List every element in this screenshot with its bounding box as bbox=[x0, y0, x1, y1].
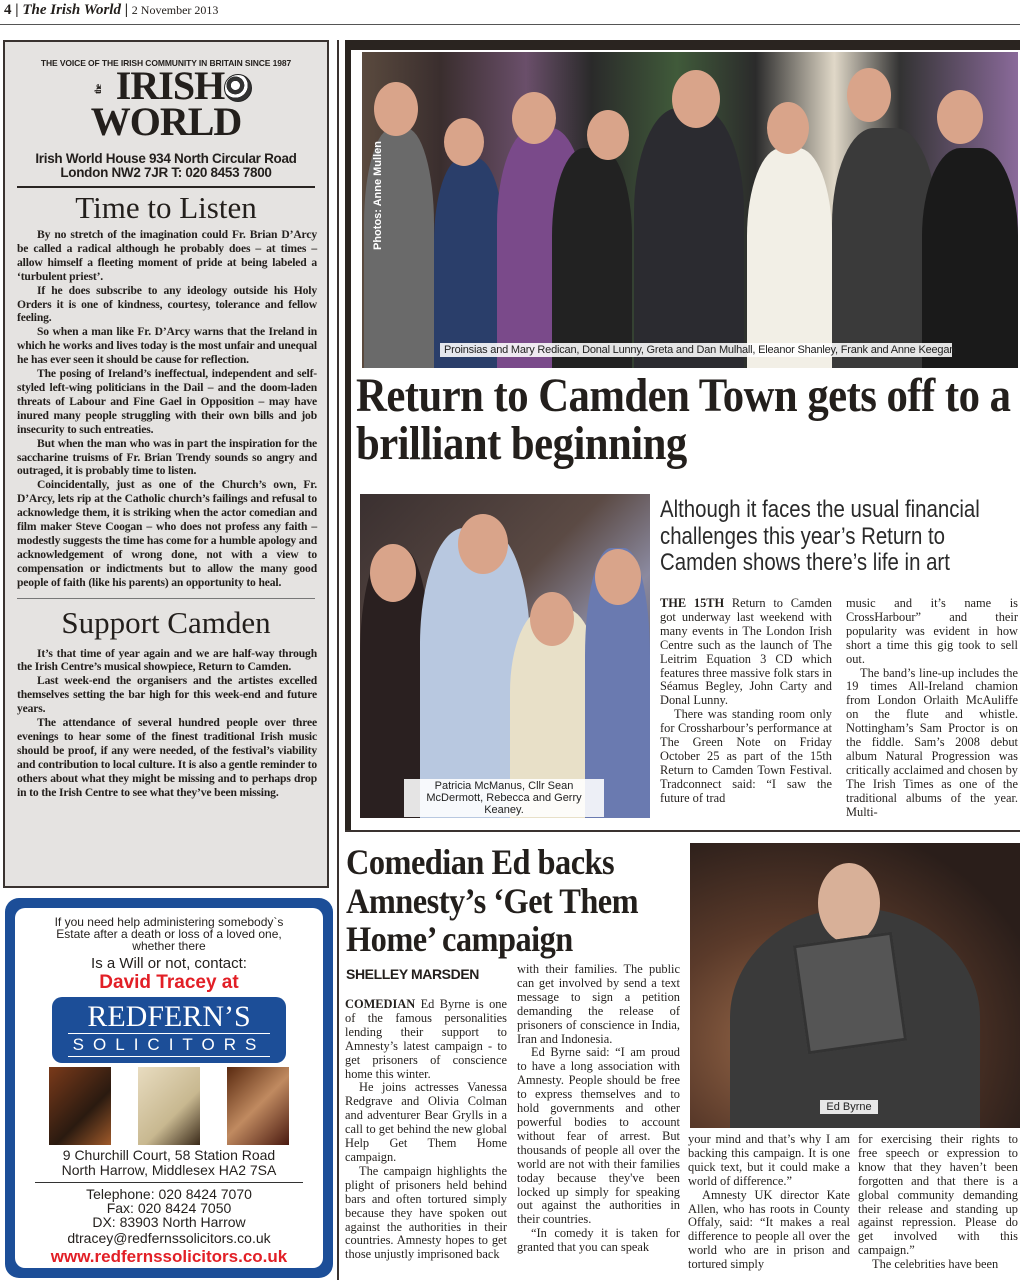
issue-date: 2 November 2013 bbox=[131, 3, 219, 17]
paragraph-text: The celebrities have been bbox=[872, 1257, 999, 1272]
paragraph-text: Ed Byrne is one of the famous personalities lending their support to Amnesty’s latest campaign - to get prisoners of conscience home this winter. bbox=[345, 997, 507, 1081]
quill-document-image bbox=[138, 1067, 200, 1145]
logo-the: the bbox=[92, 85, 103, 95]
column-divider bbox=[337, 40, 339, 1280]
photo-caption: Patricia McManus, Cllr Sean McDermott, Rebecca and Gerry Keaney. bbox=[404, 779, 604, 817]
logo-irish: IRISH bbox=[115, 63, 225, 108]
paper-name: The Irish World bbox=[22, 2, 121, 18]
article-column bbox=[846, 597, 1018, 820]
editorial-box bbox=[3, 40, 329, 888]
paragraph bbox=[17, 284, 317, 326]
lead-in: COMEDIAN bbox=[345, 997, 416, 1011]
separator: | bbox=[15, 2, 19, 18]
paragraph bbox=[858, 1258, 1018, 1272]
paragraph bbox=[345, 1165, 507, 1262]
paragraph-text: The band’s line-up includes the 19 times All-Ireland chamion from London Orlaith McAuliffe on the flute and whistle. Nottingham’s Sam Proctor is on the fiddle. Sam’s 2008 debut album Natural Progression was critically acclaimed and chosen by The Irish Times as one of the traditional albums of the year. Multi- bbox=[846, 665, 1018, 819]
divider bbox=[345, 830, 1020, 832]
paragraph bbox=[660, 708, 832, 805]
ad-email-link[interactable]: dtracey@redfernssolicitors.co.uk bbox=[67, 1230, 271, 1246]
gavel-image bbox=[49, 1067, 111, 1145]
paragraph-text: Amnesty UK director Kate Allen, who has roots in County Offaly, said: “It makes a real difference to people all over the world who are in prison and tortured simply bbox=[688, 1187, 850, 1272]
paragraph-text: The posing of Ireland’s ineffectual, independent and self-styled left-wing politicians in the Dail – and the doom-laden threats of Labour and Fine Gael in Opposition – may have inured many people struggling with their own bills and job insecurity to such entreaties. bbox=[17, 367, 317, 436]
ad-phone: Telephone: 020 8424 7070 bbox=[86, 1186, 252, 1202]
address bbox=[5, 152, 327, 180]
paragraph-text: It’s that time of year again and we are half-way through the Irish Centre’s musical showpiece, Return to Camden. bbox=[17, 646, 317, 674]
paragraph-text: Ed Byrne said: “I am proud to have a long association with Amnesty. People should be free to express themselves and to hold governments and other powerful bodies to account without fear of arrest. But thousands of people all over the world are not with their families today because they've been locked up simply for speaking out against the authorities in their countries. bbox=[517, 1045, 680, 1227]
editorial-title-time-to-listen: Time to Listen bbox=[75, 190, 257, 225]
paragraph-text: Coincidentally, just as one of the Church’s own, Fr. D’Arcy, lets rip at the Catholic church’s failings and refusal to acknowledge them, it is striking when the actor comedian and film maker Steve Coogan – who does not profess any faith – modestly suggests the time has come for a humble apology and acknowledgement of wrong done, not with a view to compensation or indictments but to allow the many good people of faith (like his parents) an opportunity to heal. bbox=[17, 478, 317, 589]
handshake-image bbox=[227, 1067, 289, 1145]
paragraph bbox=[17, 647, 317, 675]
divider bbox=[17, 598, 315, 599]
paragraph bbox=[17, 367, 317, 437]
editorial-body-2 bbox=[5, 647, 327, 800]
ad-text: If you need help administering somebody`s bbox=[54, 915, 284, 929]
paragraph bbox=[517, 963, 680, 1046]
logo-world: WORLD bbox=[90, 99, 242, 144]
masthead-motto: THE VOICE OF THE IRISH COMMUNITY IN BRITAIN SINCE 1987 bbox=[40, 58, 292, 68]
group-photo-return-to-camden bbox=[362, 52, 1018, 368]
paragraph bbox=[517, 1046, 680, 1227]
ad-text: Estate after a death or loss of a loved one, bbox=[56, 927, 282, 941]
globe-icon bbox=[224, 74, 252, 102]
ad-text: Is a Will or not, contact: bbox=[91, 955, 247, 972]
article-column bbox=[345, 998, 507, 1262]
paragraph bbox=[660, 597, 832, 708]
address-line: Irish World House 934 North Circular Road bbox=[35, 151, 297, 166]
paragraph bbox=[688, 1133, 850, 1189]
article-column bbox=[517, 963, 680, 1255]
photo-mcmanus-mcdermott-keaney bbox=[360, 494, 650, 818]
paragraph bbox=[345, 998, 507, 1081]
redferns-advert bbox=[5, 898, 333, 1278]
header-rule bbox=[0, 24, 1020, 25]
paragraph-text: with their families. The public can get involved by send a text message to sign a petition demanding the release of prisoners of conscience in India, Iran and Indonesia. bbox=[517, 962, 680, 1046]
editorial-body-1 bbox=[5, 228, 327, 590]
paragraph-text: Last week-end the organisers and the artistes excelled themselves setting the bar high for this week-end and future years. bbox=[17, 674, 317, 716]
paragraph bbox=[17, 478, 317, 589]
article-column bbox=[688, 1133, 850, 1272]
divider bbox=[35, 1182, 303, 1183]
firm-sub: SOLICITORS bbox=[68, 1034, 270, 1057]
paragraph bbox=[17, 228, 317, 284]
paragraph-text: Return to Camden got underway last weekend with many events in The London Irish Centre such as the launch of The Leitrim Equation 3 CD which features three massive folk stars in Séamus Begley, John Carty and Donal Lunny. bbox=[660, 596, 832, 708]
photo-caption: Proinsias and Mary Redican, Donal Lunny, Greta and Dan Mulhall, Eleanor Shanley, Frank and Anne Keegan bbox=[440, 343, 952, 357]
paragraph-text: So when a man like Fr. D’Arcy warns that the Ireland in which he works and lives today is the most unfair and unequal he has ever seen it should be cause for reflection. bbox=[17, 325, 317, 367]
ad-text: whether there bbox=[132, 939, 206, 953]
page-number: 4 bbox=[4, 2, 12, 18]
paragraph-text: The attendance of several hundred people over three evenings to hear some of the finest traditional Irish music should be proof, if any were needed, of the festival’s viability and contribution to local culture. It is also a gentle reminder to others about what they might be missing and to perhaps drop in to the Irish Centre to see what they’ve been missing. bbox=[17, 716, 317, 799]
paragraph bbox=[345, 1081, 507, 1164]
address-line: London NW2 7JR T: 020 8453 7800 bbox=[60, 165, 272, 180]
paragraph-text: for exercising their rights to free speech or expression to know that they haven’t been forgotten and that there is a global community demanding their release and standing up against repression. Please do get involved with this campaign.” bbox=[858, 1132, 1018, 1258]
separator: | bbox=[124, 2, 129, 18]
ad-fax: Fax: 020 8424 7050 bbox=[106, 1200, 232, 1216]
article-column bbox=[660, 597, 832, 806]
paragraph bbox=[846, 597, 1018, 667]
ad-website-link[interactable]: www.redfernssolicitors.co.uk bbox=[50, 1247, 288, 1266]
paragraph-text: your mind and that’s why I am backing this campaign. It is one quick text, but it could make a world of difference.” bbox=[688, 1132, 850, 1188]
paragraph bbox=[517, 1227, 680, 1255]
ad-address: North Harrow, Middlesex HA2 7SA bbox=[61, 1162, 277, 1178]
paragraph-text: “In comedy it is taken for granted that you can speak bbox=[517, 1226, 680, 1255]
hashtag-prop bbox=[793, 932, 907, 1055]
redferns-logo bbox=[52, 997, 286, 1063]
paragraph bbox=[17, 437, 317, 479]
page-folio bbox=[4, 2, 218, 19]
headline-return-to-camden: Return to Camden Town gets off to a brilliant beginning bbox=[356, 370, 1011, 470]
paragraph-text: music and it’s name is CrossHarbour” and their popularity was evident in how short a time this gig took to sell out. bbox=[846, 596, 1018, 666]
paragraph bbox=[858, 1133, 1018, 1258]
paragraph bbox=[17, 716, 317, 799]
paragraph-text: But when the man who was in part the inspiration for the saccharine truisms of Fr. Brian Trendy sounds so angry and outraged, it is probably time to listen. bbox=[17, 436, 317, 478]
ad-address: 9 Churchill Court, 58 Station Road bbox=[62, 1147, 276, 1163]
article-column bbox=[858, 1133, 1018, 1272]
paragraph-text: He joins actresses Vanessa Redgrave and Olivia Colman and adventurer Bear Grylls in a call to get behind the new global Help Get Them Home campaign. bbox=[345, 1080, 507, 1164]
headline-comedian-ed: Comedian Ed backs Amnesty’s ‘Get Them Home’ campaign bbox=[346, 842, 639, 959]
paragraph-text: If he does subscribe to any ideology outside his Holy Orders it is one of kindness, courtesy, tolerance and fellow feeling. bbox=[17, 283, 317, 325]
paragraph bbox=[846, 667, 1018, 820]
paragraph-text: By no stretch of the imagination could Fr. Brian D’Arcy be called a radical although he probably does – at times – allow himself a fleeting moment of pride at being labeled a ‘turbulent priest’. bbox=[17, 228, 317, 283]
editorial-title-support-camden: Support Camden bbox=[61, 604, 271, 640]
standfirst: Although it faces the usual financial challenges this year’s Return to Camden shows there’s life in art bbox=[660, 496, 980, 576]
paragraph bbox=[17, 674, 317, 716]
paragraph-text: The campaign highlights the plight of prisoners held behind bars and often tortured simply because they have spoken out against the authorities in their countries. Amnesty hopes to get those unjustly imprisoned back bbox=[345, 1163, 507, 1262]
paragraph bbox=[17, 325, 317, 367]
ad-contact: David Tracey at bbox=[99, 972, 239, 993]
byline: SHELLEY MARSDEN bbox=[346, 966, 479, 982]
paragraph bbox=[688, 1189, 850, 1272]
photo-ed-byrne bbox=[690, 843, 1020, 1128]
lead-in: THE 15TH bbox=[660, 596, 725, 610]
paragraph-text: There was standing room only for Crossharbour’s performance at The Green Note on Friday October 25 as part of the 15th Return to Camden Town Festival. Tradconnect said: “I saw the future of trad bbox=[660, 707, 832, 805]
ad-dx: DX: 83903 North Harrow bbox=[92, 1214, 246, 1230]
firm-name: REDFERN’S bbox=[68, 1001, 270, 1034]
photo-credit: Photos: Anne Mullen bbox=[372, 141, 384, 250]
photo-caption: Ed Byrne bbox=[820, 1100, 878, 1114]
